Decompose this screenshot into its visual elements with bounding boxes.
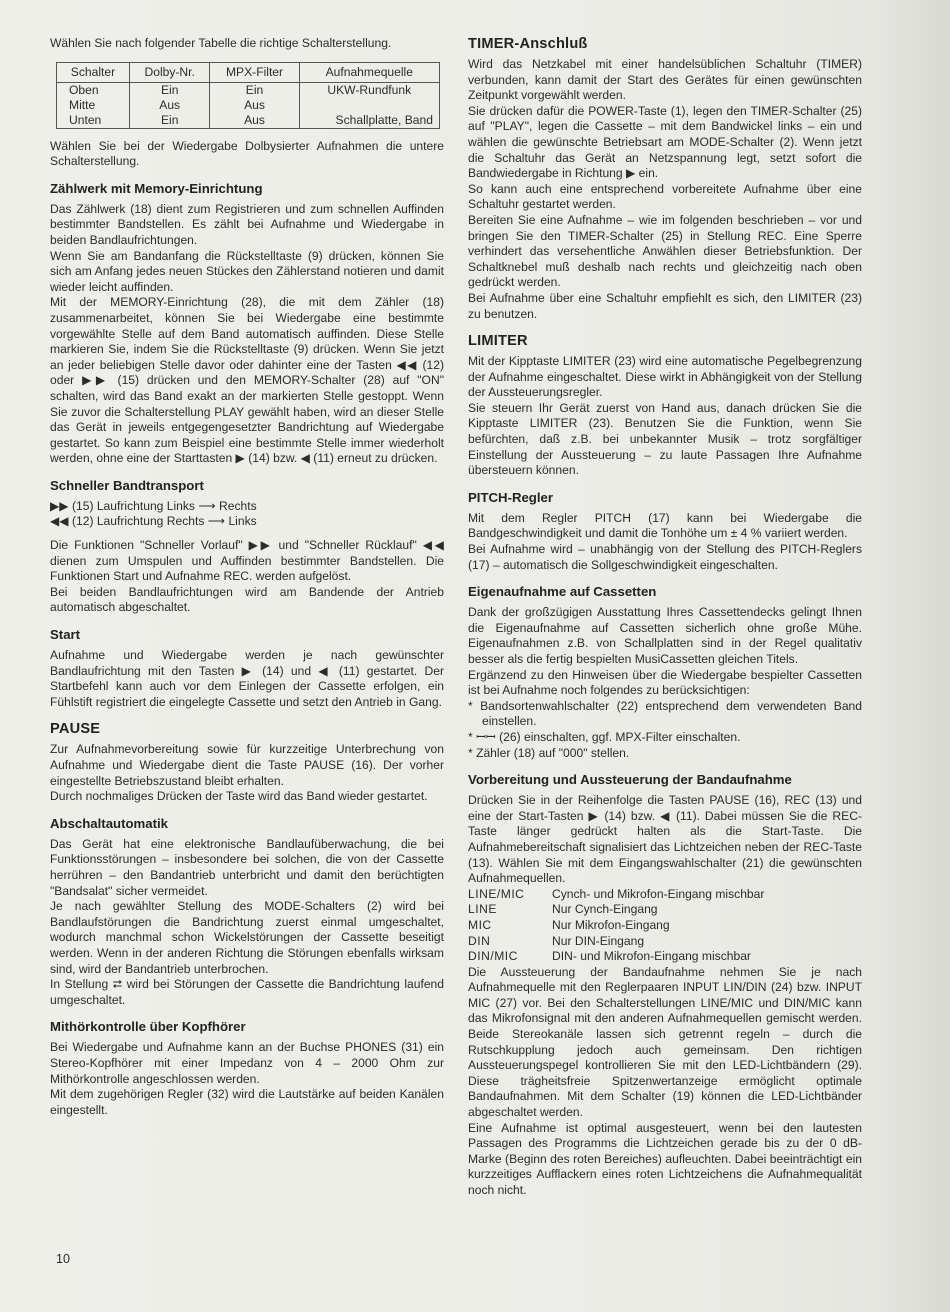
table-cell: Unten [57,113,130,129]
bullet-item: * Zähler (18) auf "000" stellen. [468,745,630,760]
table-cell: Ein [210,82,299,98]
table-intro: Wählen Sie nach folgender Tabelle die richtige Schalterstellung. [50,36,392,50]
input-key: MIC [468,917,492,932]
input-key: DIN/MIC [468,949,518,964]
paragraph: Sie drücken dafür die POWER-Taste (1), legen den TIMER-Schalter (25) auf "PLAY", legen die Cassette – mit dem Bandwickel links – ein und wählen die gewünschte Betriebsart am MODE-Schalter (2). Wenn jetzt die Schaltuhr das Gerät an Netzspannung legt, setzt sofort die Bandwiedergabe in Richtung ▶ ein. [468,103,862,181]
input-row [468,918,862,934]
input-row [468,934,862,950]
section-heading-limiter: LIMITER [468,333,528,350]
section-heading-aussteuerung: Vorbereitung und Aussteuerung der Bandaufnahme [468,772,792,788]
table-row [57,98,440,113]
spacer [50,530,444,538]
paragraph: Das Zählwerk (18) dient zum Registrieren und zum schnellen Auffinden bestimmter Bandstellen. Es zählt bei Aufnahme und Wiedergabe in beiden Bandlaufrichtungen. [50,201,444,247]
table-header: Dolby-Nr. [129,62,210,82]
input-value: Nur DIN-Eingang [552,933,645,948]
table-cell [299,98,439,113]
section-heading-abschaltautomatik: Abschaltautomatik [50,815,168,831]
bullet-item: * Bandsortenwahlschalter (22) entsprechend dem verwendeten Band einstellen. [468,698,862,729]
switch-table [56,62,440,129]
paragraph: Die Funktionen "Schneller Vorlauf" ▶▶ und "Schneller Rücklauf" ◀◀ dienen zum Umspulen und Auffinden bestimmter Bandstellen. Die Funktionen Start und Aufnahme REC. werden aufgelöst. [50,538,444,584]
section-heading-zaehlwerk: Zählwerk mit Memory-Einrichtung [50,180,263,196]
table-row [57,82,440,98]
table-cell: Ein [129,113,210,129]
paragraph: Mit der MEMORY-Einrichtung (28), die mit dem Zähler (18) zusammenarbeitet, können Sie bei Wiedergabe eine bestimmte vorgewählte Stelle auf dem Band automatisch auffinden. Diese Stelle markieren Sie, indem Sie die Rückstelltaste (9) drücken. Wenn Sie jetzt an jeder beliebigen Stelle davor oder dahinter eine der Tasten ◀◀ (12) oder ▶▶ (15) drücken und den MEMORY-Schalter (28) auf "ON" schalten, wird das Band exakt an der markierten Stelle gestoppt. Wenn Sie zuvor die Schalterstellung PLAY gewählt haben, wird an dieser Stelle das Gerät in jeweils entgegengesetzter Bandrichtung auf Wiedergabe gestartet. So kann zum Beispiel eine bestimmte Stelle immer wiederholt werden, ohne eine der Starttasten ▶ (14) bzw. ◀ (11) erneut zu drücken. [50,295,444,466]
paragraph: In Stellung ⮂ wird bei Störungen der Cassette die Bandrichtung laufend umgeschaltet. [50,977,444,1007]
left-column [50,36,444,1118]
table-header: Aufnahmequelle [299,62,439,82]
paragraph: Ergänzend zu den Hinweisen über die Wiedergabe bespielter Cassetten ist bei Aufnahme noch folgendes zu berücksichtigen: [468,667,862,698]
paragraph: Die Aussteuerung der Bandaufnahme nehmen Sie je nach Aufnahmequelle mit den Reglerpaaren INPUT LIN/DIN (24) bzw. INPUT MIC (27) vor. Bei den Schalterstellungen LINE/MIC und DIN/MIC kann das Mikrofonsignal mit den anderen Aufnahmequellen gemischt werden. Beide Stereokanäle lassen sich getrennt regeln – durch die Rutschkupplung jedoch auch gemeinsam. Den richtigen Aussteuerungspegel kontrollieren Sie mit den LED-Lichtbändern (29). Diese trägheitsfreie Spitzenwertanzeige ermöglicht optimale Bandaufnahmen. Mit dem Schalter (19) können die LED-Lichtbänder abgeschaltet werden. [468,964,862,1120]
input-row [468,902,862,918]
input-key: LINE [468,902,497,917]
section-heading-timer: TIMER-Anschluß [468,36,588,52]
line-item: ▶▶ (15) Laufrichtung Links ⟶ Rechts [50,498,257,513]
table-cell: UKW-Rundfunk [299,82,439,98]
paragraph: So kann auch eine entsprechend vorbereitete Aufnahme über eine Schaltuhr gestartet werden. [468,181,862,212]
paragraph: Aufnahme und Wiedergabe werden je nach gewünschter Bandlaufrichtung mit den Tasten ▶ (14) und ◀ (11) gestartet. Der Startbefehl kann auch vor dem Einlegen der Cassette erfolgen, ein Fühlstift registriert die eingelegte Cassette und setzt den Antrieb in Gang. [50,648,444,709]
input-value: DIN- und Mikrofon-Eingang mischbar [552,949,751,964]
paragraph: Sie steuern Ihr Gerät zuerst von Hand aus, danach drücken Sie die Kipptaste LIMITER (23). Benutzen Sie die Funktion, wenn Sie befürchten, daß z.B. bei unbekannter Musik – trotz sorgfältiger Einstellung der Aussteuerung – zu laute Passagen Ihre Aufnahme übersteuern können. [468,400,862,478]
table-cell: Schallplatte, Band [299,113,439,129]
input-value: Cynch- und Mikrofon-Eingang mischbar [552,886,765,901]
input-row [468,949,862,965]
input-value: Nur Mikrofon-Eingang [552,917,670,932]
table-cell: Oben [57,82,130,98]
paragraph: Das Gerät hat eine elektronische Bandlaufüberwachung, die bei Funktionsstörungen – insbesondere bei solchen, die von der Cassette herrühren – den Bandantrieb unterbricht und damit den berüchtigten "Bandsalat" sicher vermeidet. [50,836,444,898]
table-row [57,113,440,129]
paragraph: Bei Wiedergabe und Aufnahme kann an der Buchse PHONES (31) ein Stereo-Kopfhörer mit einer Impedanz von 4 – 2000 Ohm zur Mithörkontrolle angeschlossen werden. [50,1040,444,1086]
table-cell: Aus [210,98,299,113]
paragraph: Wird das Netzkabel mit einer handelsüblichen Schaltuhr (TIMER) verbunden, kann damit der Start des Gerätes für einen gewünschten Zeitpunkt vorgewählt werden. [468,57,862,103]
table-cell: Aus [129,98,210,113]
paragraph: Bereiten Sie eine Aufnahme – wie im folgenden beschrieben – vor und bringen Sie den TIMER-Schalter (25) in Stellung REC. Eine Sperre verhindert das versehentliche Anwählen dieser Betriebsfunktion. Der Schaltknebel muß deshalb nach rechts und gleichzeitig nach oben gedrückt werden. [468,212,862,290]
section-heading-eigenaufnahme: Eigenaufnahme auf Cassetten [468,584,657,600]
paragraph: Bei Aufnahme über eine Schaltuhr empfiehlt es sich, den LIMITER (23) zu benutzen. [468,290,862,321]
paragraph: Bei beiden Bandlaufrichtungen wird am Bandende der Antrieb automatisch abgeschaltet. [50,584,444,615]
table-header-row [57,62,440,82]
after-table-text: Wählen Sie bei der Wiedergabe Dolbysierter Aufnahmen die untere Schalterstellung. [50,138,444,169]
paragraph: Eine Aufnahme ist optimal ausgesteuert, wenn bei den lautesten Passagen des Programms die Lichtzeichen gerade bis zu der 0 dB-Marke (Beginn des roten Bereiches) aufleuchten. Dabei beeinträchtigt ein kurzzeitiges Aufflackern eines roten Lichtzeichens die Aufnahmequalität noch nicht. [468,1120,862,1197]
line-item: ◀◀ (12) Laufrichtung Rechts ⟶ Links [50,514,257,529]
paragraph: Durch nochmaliges Drücken der Taste wird das Band wieder gestartet. [50,789,428,804]
section-heading-pause: PAUSE [50,721,101,738]
paragraph: Mit dem Regler PITCH (17) kann bei Wiedergabe die Bandgeschwindigkeit und damit die Tonhöhe um ± 4 % variiert werden. [468,510,862,541]
input-key: LINE/MIC [468,886,525,901]
section-heading-pitch: PITCH-Regler [468,489,553,505]
section-heading-bandtransport: Schneller Bandtransport [50,477,204,493]
right-column [468,36,862,1199]
paragraph: Wenn Sie am Bandanfang die Rückstelltaste (9) drücken, können Sie sich am Anfang jedes neuen Stückes den Zählerstand notieren und damit wieder leicht auffinden. [50,248,444,294]
paragraph: Bei Aufnahme wird – unabhängig von der Stellung des PITCH-Reglers (17) – automatisch die Sollgeschwindigkeit eingeschalten. [468,542,862,572]
table-header: MPX-Filter [210,62,299,82]
input-value: Nur Cynch-Eingang [552,902,658,917]
paragraph: Dank der großzügigen Ausstattung Ihres Cassettendecks gelingt Ihnen die Eigenaufnahme auf Cassetten sicherlich ohne große Mühe. Eigenaufnahmen z.B. von Schallplatten sind in der Regel qualitativ besser als die fertig bespielten MusiCassetten gleichen Titels. [468,605,862,666]
table-cell: Aus [210,113,299,129]
page-number: 10 [56,1252,70,1266]
paragraph: Mit der Kipptaste LIMITER (23) wird eine automatische Pegelbegrenzung der Aufnahme eingeschaltet. Diese wirkt in Abhängigkeit von der Stellung der Aussteuerungsregler. [468,354,862,400]
input-key: DIN [468,933,491,948]
section-heading-start: Start [50,627,81,643]
input-row [468,887,862,903]
table-header: Schalter [57,62,130,82]
paragraph: Je nach gewählter Stellung des MODE-Schalters (2) wird bei Bandlaufstörungen die Bandrichtung zuerst einmal umgeschaltet, wodurch manchmal schon Wickelstörungen der Cassette beseitigt werden. Wenn in der anderen Richtung die Störungen ebenfalls wirksam sind, wird der Bandantrieb unterbrochen. [50,899,444,976]
section-heading-mithoerkontrolle: Mithörkontrolle über Kopfhörer [50,1019,246,1035]
paragraph: Mit dem zugehörigen Regler (32) wird die Lautstärke auf beiden Kanälen eingestellt. [50,1087,444,1117]
paragraph: Drücken Sie in der Reihenfolge die Tasten PAUSE (16), REC (13) und eine der Start-Tasten ▶ (14) bzw. ◀ (11). Dabei müssen Sie die REC-Taste länger gedrückt halten als die Start-Taste. Die Aufnahmebereitschaft signalisiert das Lichtzeichen neben der REC-Taste (13). Wählen Sie mit dem Eingangswahlschalter (21) die gewünschten Aufnahmequellen. [468,793,862,886]
bullet-item: * ꟷꟷ (26) einschalten, ggf. MPX-Filter einschalten. [468,729,741,744]
table-cell: Mitte [57,98,130,113]
paragraph: Zur Aufnahmevorbereitung sowie für kurzzeitige Unterbrechung von Aufnahme und Wiedergabe dient die Taste PAUSE (16). Der vorher eingestellte Betriebszustand bleibt erhalten. [50,742,444,788]
table-cell: Ein [129,82,210,98]
